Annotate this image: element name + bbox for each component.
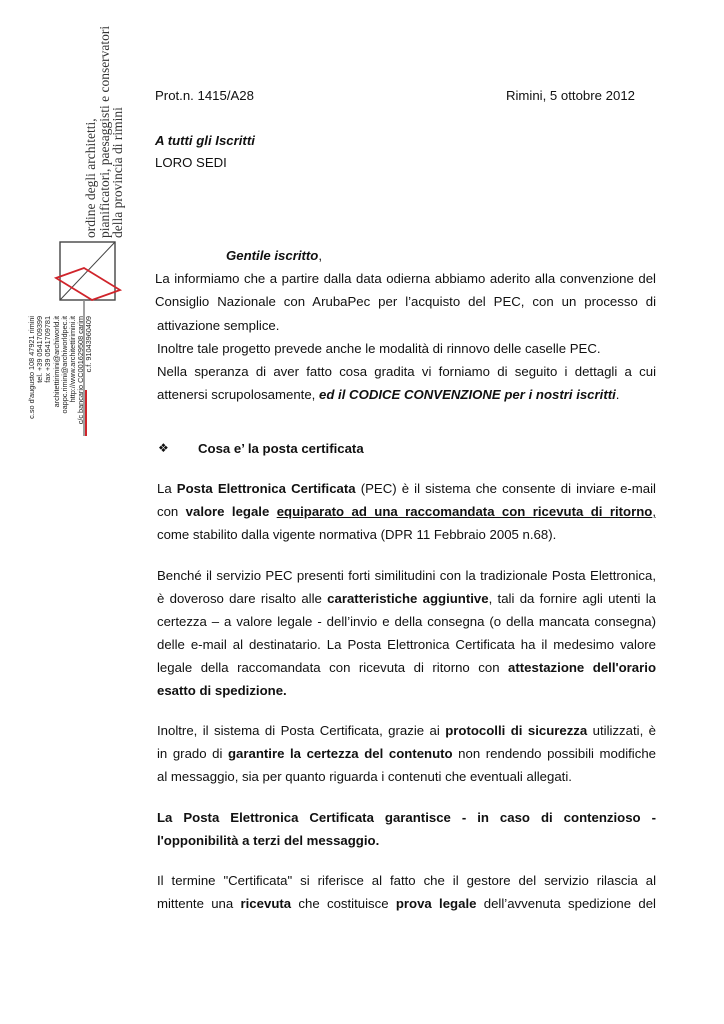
text-span: Inoltre, il sistema di Posta Certificata, grazie ai <box>157 723 446 738</box>
place-date: Rimini, 5 ottobre 2012 <box>505 88 635 103</box>
letterhead-name-line: ordine degli architetti, <box>83 118 98 238</box>
content-guarantee-term: garantire la certezza del contenuto <box>228 746 453 761</box>
text-span: con <box>157 504 186 519</box>
para1-line: come stabilito dalla vigente normativa (DPR 11 Febbraio 2005 n.68). <box>157 527 557 542</box>
text-span: (PEC) è il sistema che consente di inviare e-mail <box>355 481 656 496</box>
recipient-line: A tutti gli Iscritti <box>155 133 255 148</box>
para3-line <box>157 742 656 765</box>
greeting <box>226 244 322 267</box>
section-bullet-icon: ❖ <box>158 441 169 455</box>
section-title: Cosa e’ la posta certificata <box>198 441 364 456</box>
para2-line <box>157 587 656 610</box>
recipient-line: LORO SEDI <box>155 155 227 170</box>
convention-code-note: ed il CODICE CONVENZIONE per i nostri iscritti <box>319 387 616 402</box>
letterhead-name-line: della provincia di rimini <box>110 107 125 238</box>
para5-line: Il termine "Certificata" si riferisce al fatto che il gestore del servizio rilascia al <box>157 873 656 888</box>
text-span: legale della raccomandata con ricevuta di ritorno con <box>157 660 509 675</box>
para1-line <box>157 500 656 523</box>
para5-line <box>157 892 656 915</box>
logo-red-diamond <box>56 268 120 300</box>
letterhead-name <box>84 26 125 238</box>
intro-line <box>157 383 619 406</box>
additional-features-term: caratteristiche aggiuntive <box>327 591 489 606</box>
intro-line: Nella speranza di aver fatto cosa gradita vi forniamo di seguito i dettagli a cui <box>157 364 656 379</box>
para3-line: al messaggio, sia per quanto riguarda i contenuti che eventuali allegati. <box>157 769 572 784</box>
greeting-salutation: Gentile iscritto <box>226 248 319 263</box>
address-line: fax +39 0541709781 <box>43 316 53 383</box>
para2-line: Benché il servizio PEC presenti forti similitudini con la tradizionale Posta Elettronica, <box>157 568 656 583</box>
legal-proof-term: prova legale <box>395 896 477 911</box>
address-line: c.f. 91043960409 <box>84 316 94 373</box>
protocol-number: Prot.n. 1415/A28 <box>155 88 254 103</box>
intro-line: attivazione semplice. <box>157 318 280 333</box>
address-line: architettirimini@archiworld.it <box>51 316 61 408</box>
para2-line: certezza – a valore legale - dell’invio e della consegna (o della mancata consegna) <box>157 614 656 629</box>
text-span: dell’avvenuta spedizione del <box>476 896 656 911</box>
text-span: utilizzati, è <box>587 723 657 738</box>
text-span: , <box>652 504 656 519</box>
address-line: oappc.rimini@archiworldpec.it <box>59 316 69 414</box>
para2-line <box>157 656 656 679</box>
time-attestation-term: attestazione dell'orario <box>508 660 656 675</box>
intro-line: La informiamo che a partire dalla data odierna abbiamo aderito alla convenzione del <box>155 271 656 286</box>
text-span: mittente una <box>157 896 241 911</box>
address-line: c.so d'augusto 108 47921 rimini <box>27 316 36 419</box>
intro-line: Inoltre tale progetto prevede anche le modalità di rinnovo delle caselle PEC. <box>157 341 601 356</box>
address-line: tel. +39 0541709399 <box>35 316 45 383</box>
security-protocols-term: protocolli di sicurezza <box>445 723 588 738</box>
text-span: che costituisce <box>291 896 396 911</box>
receipt-term: ricevuta <box>240 896 292 911</box>
address-line: http://www.architettirimini.it <box>68 316 78 403</box>
para1-line <box>157 477 656 500</box>
para4-line: l'opponibilità a terzi del messaggio. <box>157 833 380 848</box>
intro-line: Consiglio Nazionale con ArubaPec per l’acquisto del PEC, con un processo di <box>155 294 656 309</box>
text-span: in grado di <box>157 746 228 761</box>
text-span: attenersi scrupolosamente, <box>157 387 319 402</box>
text-span: , tali da fornire agli utenti la <box>488 591 656 606</box>
text-span: non rendendo possibili modifiche <box>452 746 656 761</box>
para4-line: La Posta Elettronica Certificata garantisce - in caso di contenzioso - <box>157 810 656 825</box>
text-span: La <box>157 481 177 496</box>
para3-line <box>157 719 656 742</box>
equivalence-term: equiparato ad una raccomandata con ricevuta di ritorno <box>276 504 653 519</box>
address-line: c/c bancario CC001629508 carim <box>76 316 86 425</box>
letterhead-address <box>28 316 94 431</box>
legal-value-term: valore legale <box>185 504 270 519</box>
letterhead-name-line: pianificatori, paesaggisti e conservatori <box>96 25 112 238</box>
text-span: . <box>615 387 620 402</box>
greeting-comma: , <box>318 248 323 263</box>
para2-line: delle e-mail al destinatario. La Posta Elettronica Certificata ha il medesimo valore <box>157 637 656 652</box>
pec-term: Posta Elettronica Certificata <box>176 481 356 496</box>
text-span: è doveroso dare risalto alle <box>157 591 328 606</box>
para2-line: esatto di spedizione. <box>157 683 287 698</box>
